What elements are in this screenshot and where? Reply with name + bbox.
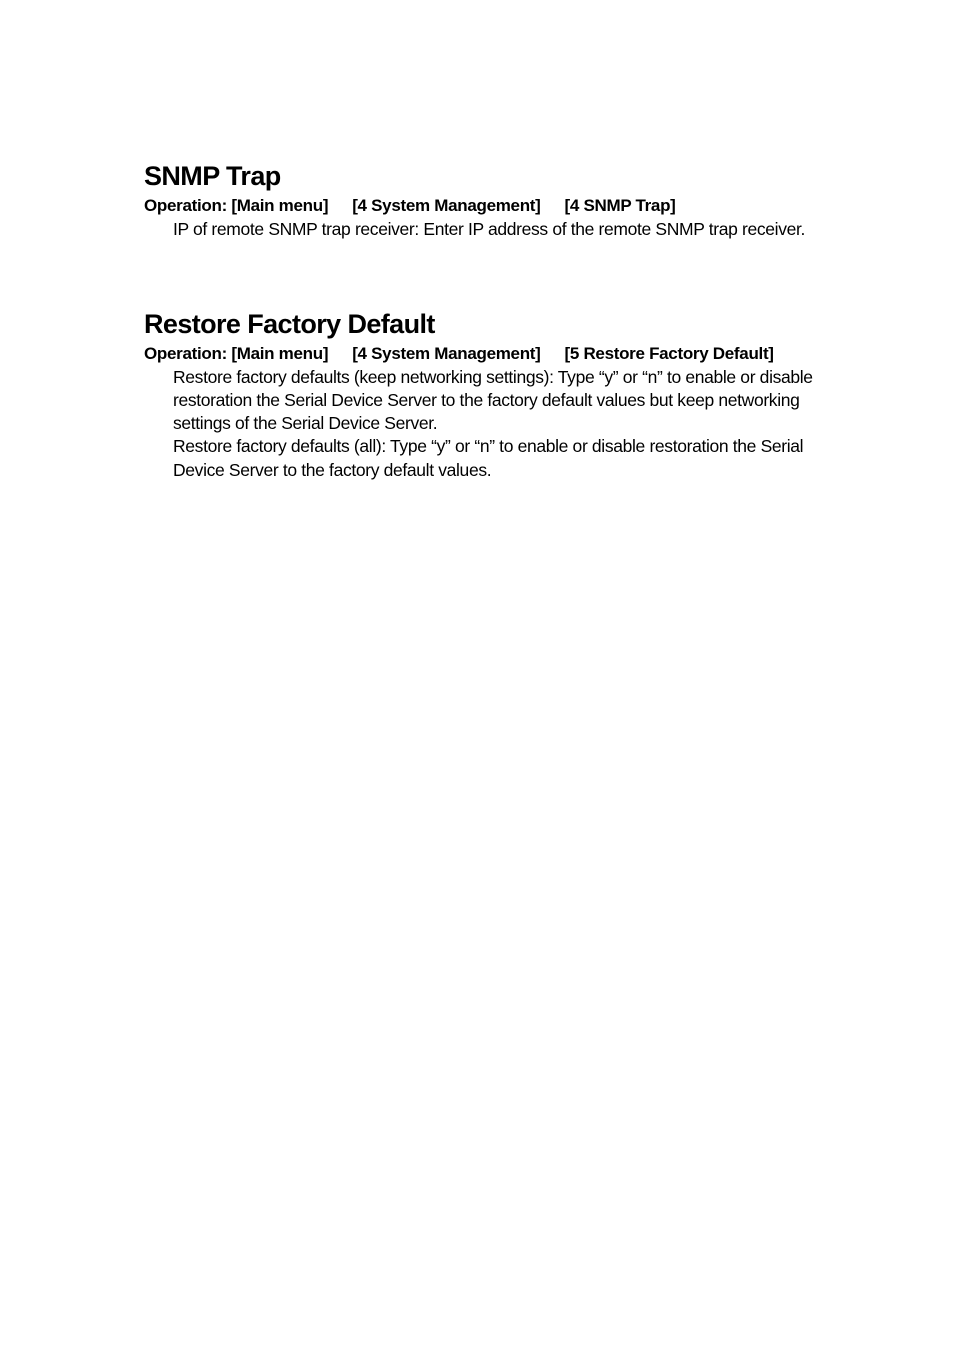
operation-restore-factory-default: [5 Restore Factory Default] (564, 344, 774, 363)
restore-factory-default-operation-path (144, 342, 804, 366)
restore-all-description: Restore factory defaults (all): Type “y” or “n” to enable or disable restoration the Serial Device Server to the factory default values. (173, 436, 804, 480)
operation-system-management: [4 System Management] (352, 196, 541, 215)
restore-factory-default-heading: Restore Factory Default (144, 309, 435, 339)
operation-main-menu: Operation: [Main menu] (144, 344, 329, 363)
restore-factory-default-section (144, 308, 813, 482)
restore-keep-networking-description: Restore factory defaults (keep networking settings): Type “y” or “n” to enable or disable restoration the Serial Device Server to the factory default values but keep networking settings of the Serial Device Server. (173, 366, 813, 434)
operation-snmp-trap: [4 SNMP Trap] (564, 196, 676, 215)
operation-main-menu: Operation: [Main menu] (144, 196, 329, 215)
snmp-trap-operation-path (144, 194, 804, 218)
snmp-trap-section (144, 160, 804, 241)
snmp-trap-description: IP of remote SNMP trap receiver: Enter IP address of the remote SNMP trap receiver. (173, 218, 806, 239)
snmp-trap-heading: SNMP Trap (144, 161, 281, 191)
operation-system-management: [4 System Management] (352, 344, 541, 363)
